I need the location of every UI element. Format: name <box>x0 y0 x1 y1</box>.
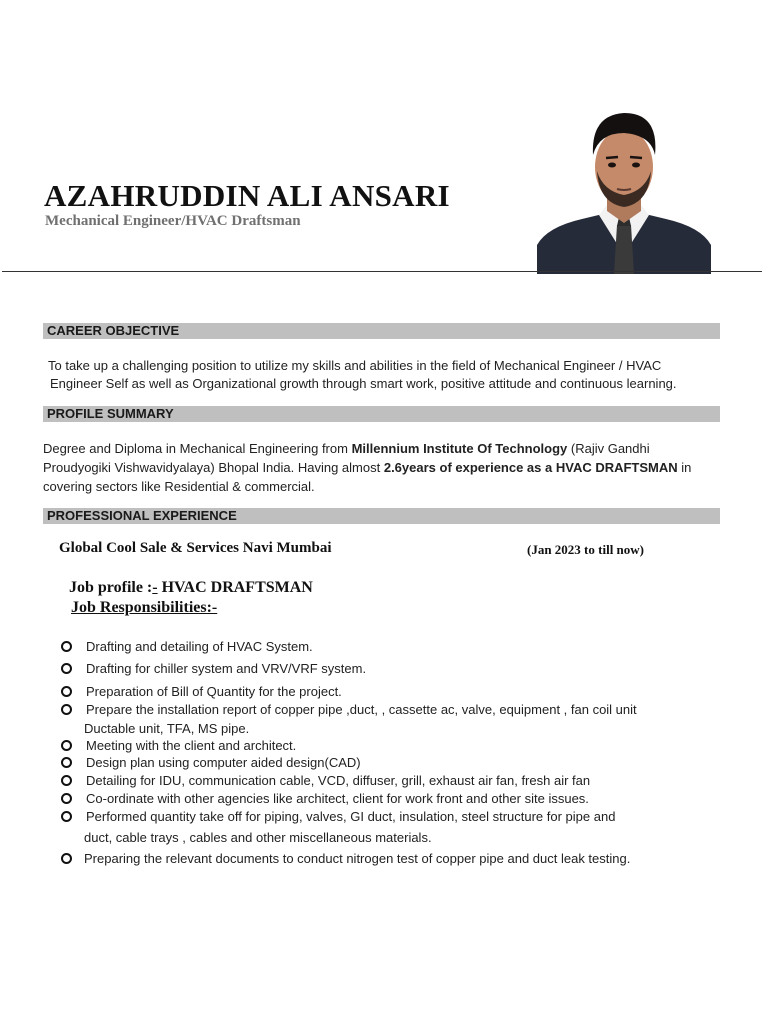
responsibility-text: Preparation of Bill of Quantity for the project. <box>86 684 342 699</box>
section-career-objective <box>43 323 720 339</box>
responsibility-text: Meeting with the client and architect. <box>86 738 297 753</box>
bullet-circle-icon <box>61 663 72 674</box>
text: (Rajiv Gandhi <box>567 441 650 456</box>
bullet-circle-icon <box>61 793 72 804</box>
bullet-circle-icon <box>61 811 72 822</box>
text: Degree and Diploma in Mechanical Engineering from <box>43 441 352 456</box>
bullet-circle-icon <box>61 686 72 697</box>
responsibility-text: Preparing the relevant documents to conduct nitrogen test of copper pipe and duct leak testing. <box>84 851 631 866</box>
profile-summary-line-1 <box>43 439 650 458</box>
profile-photo <box>537 105 711 274</box>
responsibility-text-continued: Ductable unit, TFA, MS pipe. <box>84 721 250 736</box>
company-name: Global Cool Sale & Services Navi Mumbai <box>59 540 332 556</box>
section-professional-experience <box>43 508 720 524</box>
text: Proudyogiki Vishwavidyalaya) Bhopal India. Having almost <box>43 460 384 475</box>
responsibility-text: Performed quantity take off for piping, valves, GI duct, insulation, steel structure for pipe and <box>86 809 616 824</box>
career-objective-line-1: To take up a challenging position to utilize my skills and abilities in the field of Mechanical Engineer / HVAC <box>48 358 662 373</box>
responsibility-text: Drafting for chiller system and VRV/VRF system. <box>86 661 367 676</box>
text: in <box>677 460 692 475</box>
employment-dates: (Jan 2023 to till now) <box>527 542 644 557</box>
responsibilities-title: Job Responsibilities:- <box>71 599 218 616</box>
responsibility-text: Detailing for IDU, communication cable, VCD, diffuser, grill, exhaust air fan, fresh air fan <box>86 773 591 788</box>
job-profile <box>69 579 313 597</box>
profile-summary-line-3: covering sectors like Residential & commercial. <box>43 479 315 494</box>
bullet-circle-icon <box>61 740 72 751</box>
profile-photo-icon <box>537 105 711 274</box>
responsibility-text: Prepare the installation report of copper pipe ,duct, , cassette ac, valve, equipment , fan coil unit <box>86 702 637 717</box>
responsibility-text: Design plan using computer aided design(CAD) <box>86 755 361 770</box>
section-title: PROFESSIONAL EXPERIENCE <box>47 508 237 523</box>
job-profile-value: HVAC DRAFTSMAN <box>157 579 313 596</box>
candidate-name: AZAHRUDDIN ALI ANSARI <box>44 178 450 213</box>
section-title: PROFILE SUMMARY <box>47 406 174 421</box>
bullet-circle-icon <box>61 757 72 768</box>
job-title: Mechanical Engineer/HVAC Draftsman <box>45 213 301 229</box>
profile-summary-line-2 <box>43 458 691 477</box>
job-profile-label: Job profile : <box>69 579 153 596</box>
experience-highlight: 2.6years of experience as a HVAC DRAFTSMAN <box>383 460 678 475</box>
job-profile-separator: - <box>152 579 158 596</box>
bullet-circle-icon <box>61 704 72 715</box>
header-divider <box>2 271 762 272</box>
responsibility-text: Co-ordinate with other agencies like architect, client for work front and other site issues. <box>86 791 589 806</box>
career-objective-line-2: Engineer Self as well as Organizational growth through smart work, positive attitude and continuous learning. <box>50 376 677 391</box>
responsibility-text: Drafting and detailing of HVAC System. <box>86 639 313 654</box>
section-title: CAREER OBJECTIVE <box>47 323 180 338</box>
bullet-circle-icon <box>61 775 72 786</box>
institute-name: Millennium Institute Of Technology <box>351 441 568 456</box>
responsibility-text-continued: duct, cable trays , cables and other miscellaneous materials. <box>84 830 432 845</box>
bullet-circle-icon <box>61 641 72 652</box>
section-profile-summary <box>43 406 720 422</box>
bullet-circle-icon <box>61 853 72 864</box>
